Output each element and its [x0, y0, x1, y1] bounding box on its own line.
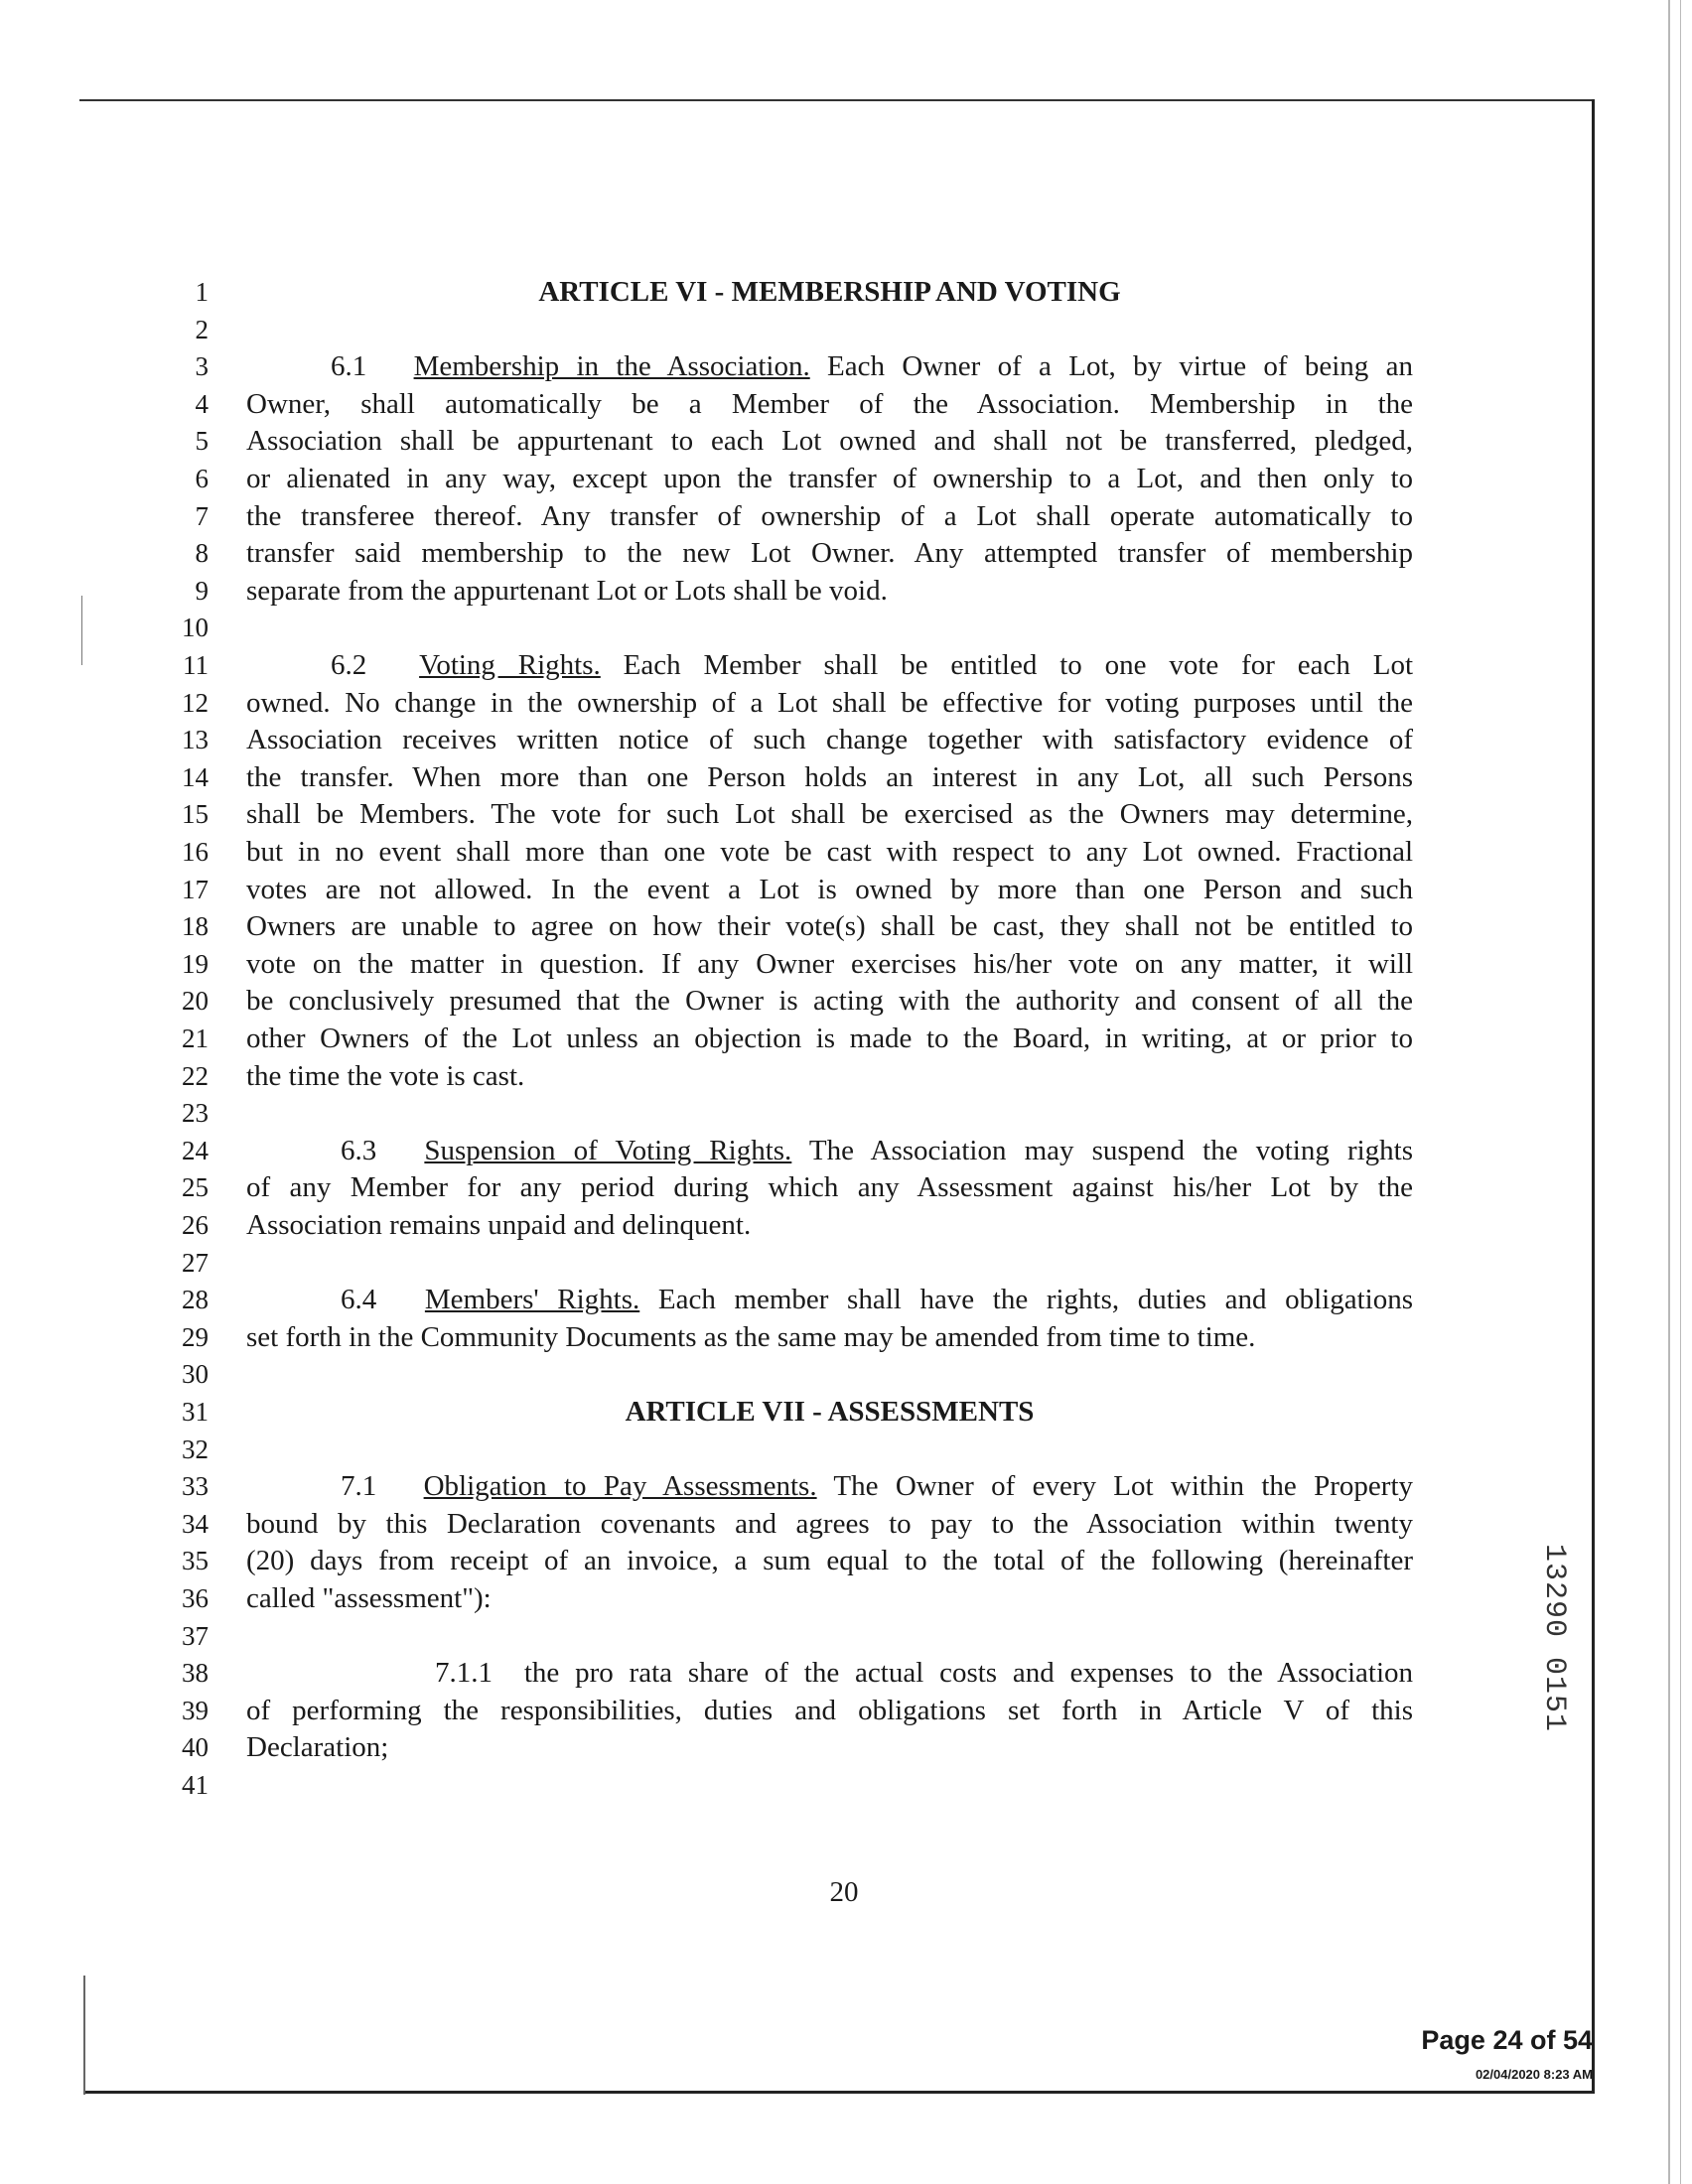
line-number: 23 — [182, 1098, 209, 1129]
section-6-2-line: the time the vote is cast. — [246, 1059, 525, 1092]
scan-edge-inner — [1680, 0, 1681, 2184]
section-6-1-line: or alienated in any way, except upon the transfer of ownership to a Lot, and then only to — [246, 463, 1413, 494]
line-number: 40 — [182, 1732, 209, 1763]
section-number: 7.1 — [341, 1470, 377, 1503]
line-number: 4 — [195, 388, 209, 419]
recording-date-stamp: 02/04/2020 8:23 AM — [1475, 2067, 1593, 2082]
section-6-1-line: transfer said membership to the new Lot Owner. Any attempted transfer of membership — [246, 537, 1413, 570]
line-number: 26 — [182, 1210, 209, 1240]
section-7-1-1-line: Declaration; — [246, 1731, 389, 1764]
section-title: Suspension of Voting Rights. — [424, 1134, 792, 1166]
section-text: The Association may suspend the voting rights — [808, 1134, 1414, 1166]
section-6-4-line: set forth in the Community Documents as the same may be amended from time to time. — [246, 1320, 1256, 1353]
line-number: 37 — [182, 1620, 209, 1651]
recording-number: 13290 0151 — [1537, 1544, 1571, 1733]
line-number: 20 — [182, 986, 209, 1017]
section-6-1-line: the transferee thereof. Any transfer of ownership of a Lot shall operate automatically to — [246, 499, 1413, 532]
section-6-2-line: Association receives written notice of such change together with satisfactory evidence of — [246, 724, 1413, 756]
section-text: The Owner of every Lot within the Property — [833, 1470, 1414, 1503]
section-6-1-line: separate from the appurtenant Lot or Lots shall be void. — [246, 574, 888, 607]
line-number: 12 — [182, 687, 209, 718]
section-number: 6.1 — [331, 350, 367, 383]
section-7-1-first-line — [246, 1468, 1413, 1506]
line-number: 39 — [182, 1695, 209, 1725]
section-text: Each Owner of a Lot, by virtue of being an — [827, 350, 1414, 383]
section-title: Obligation to Pay Assessments. — [423, 1470, 817, 1503]
section-6-2-line: shall be Members. The vote for such Lot shall be exercised as the Owners may determine, — [246, 798, 1413, 831]
section-6-1-first-line — [246, 348, 1413, 386]
section-6-4-first-line — [246, 1282, 1413, 1319]
page-count-stamp: Page 24 of 54 — [1421, 2025, 1593, 2055]
page-number: 20 — [829, 1876, 859, 1908]
line-number: 29 — [182, 1321, 209, 1352]
line-number: 14 — [182, 761, 209, 792]
line-number: 36 — [182, 1583, 209, 1613]
line-number: 35 — [182, 1546, 209, 1576]
line-number: 5 — [195, 426, 209, 457]
section-6-2-line: other Owners of the Lot unless an objection is made to the Board, in writing, at or prior to — [246, 1023, 1413, 1054]
line-number: 7 — [195, 500, 209, 531]
line-number: 19 — [182, 948, 209, 979]
line-number: 9 — [195, 575, 209, 606]
section-title: Membership in the Association. — [413, 350, 810, 383]
line-number: 27 — [182, 1247, 209, 1278]
section-number: 6.4 — [341, 1284, 377, 1316]
section-6-3-line: of any Member for any period during which any Assessment against his/her Lot by the — [246, 1171, 1413, 1204]
line-number: 17 — [182, 874, 209, 904]
section-number: 7.1.1 — [435, 1657, 493, 1690]
line-number: 21 — [182, 1024, 209, 1053]
page-frame-top — [79, 99, 1594, 101]
line-number: 8 — [195, 538, 209, 569]
section-6-3-line: Association remains unpaid and delinquent. — [246, 1209, 752, 1241]
section-title: Members' Rights. — [424, 1284, 640, 1316]
line-number: 1 — [195, 277, 209, 307]
page-frame-left — [83, 1976, 85, 2095]
section-title: Voting Rights. — [419, 649, 601, 681]
line-number: 6 — [195, 464, 209, 493]
line-number: 16 — [182, 837, 209, 867]
section-7-1-line: called "assessment"): — [246, 1582, 492, 1614]
section-6-2-first-line — [246, 647, 1413, 685]
line-number: 22 — [182, 1060, 209, 1091]
line-number: 10 — [182, 613, 209, 643]
line-number: 25 — [182, 1172, 209, 1203]
line-number: 28 — [182, 1285, 209, 1315]
line-number: 41 — [182, 1770, 209, 1800]
section-7-1-1-line: of performing the responsibilities, duties and obligations set forth in Article V of this — [246, 1694, 1413, 1726]
section-6-1-line: Owner, shall automatically be a Member of the Association. Membership in the — [246, 387, 1413, 420]
section-6-2-line: the transfer. When more than one Person holds an interest in any Lot, all such Persons — [246, 760, 1413, 793]
line-number: 11 — [183, 650, 209, 680]
article-vi-heading: ARTICLE VI - MEMBERSHIP AND VOTING — [538, 276, 1121, 308]
section-number: 6.2 — [331, 649, 367, 681]
section-6-2-line: votes are not allowed. In the event a Lot is owned by more than one Person and such — [246, 873, 1413, 905]
section-6-3-first-line — [246, 1133, 1413, 1170]
line-number: 13 — [182, 725, 209, 755]
section-6-2-line: Owners are unable to agree on how their vote(s) shall be cast, they shall not be entitled to — [246, 910, 1413, 943]
line-number: 18 — [182, 911, 209, 942]
line-number: 3 — [195, 351, 209, 382]
line-number: 2 — [195, 314, 209, 344]
section-7-1-line: (20) days from receipt of an invoice, a sum equal to the total of the following (hereinafter — [246, 1545, 1413, 1577]
section-text: Each member shall have the rights, duties and obligations — [657, 1284, 1414, 1316]
line-number: 30 — [182, 1359, 209, 1390]
section-6-1-line: Association shall be appurtenant to each Lot owned and shall not be transferred, pledged, — [246, 425, 1413, 458]
section-text: the pro rata share of the actual costs and expenses to the Association — [523, 1657, 1414, 1690]
scan-mark — [81, 596, 82, 665]
line-number: 33 — [182, 1471, 209, 1502]
section-number: 6.3 — [341, 1134, 377, 1166]
section-6-2-line: owned. No change in the ownership of a Lot shall be effective for voting purposes until the — [246, 686, 1413, 719]
line-number: 34 — [182, 1508, 209, 1539]
article-vii-heading: ARTICLE VII - ASSESSMENTS — [625, 1396, 1035, 1428]
section-text: Each Member shall be entitled to one vote for each Lot — [623, 649, 1414, 681]
section-6-2-line: but in no event shall more than one vote be cast with respect to any Lot owned. Fractional — [246, 836, 1413, 868]
page-frame-bottom — [85, 2091, 1595, 2094]
section-7-1-line: bound by this Declaration covenants and agrees to pay to the Association within twenty — [246, 1507, 1413, 1540]
section-6-2-line: be conclusively presumed that the Owner is acting with the authority and consent of all the — [246, 985, 1413, 1018]
line-number: 24 — [182, 1135, 209, 1165]
page-frame-right — [1592, 99, 1595, 2093]
scan-edge — [1668, 0, 1670, 2184]
line-number: 31 — [182, 1397, 209, 1427]
section-6-2-line: vote on the matter in question. If any Owner exercises his/her vote on any matter, it will — [246, 947, 1413, 980]
line-number: 32 — [182, 1433, 209, 1464]
line-number: 15 — [182, 799, 209, 830]
line-number: 38 — [182, 1658, 209, 1689]
section-7-1-1-first-line — [246, 1655, 1413, 1693]
